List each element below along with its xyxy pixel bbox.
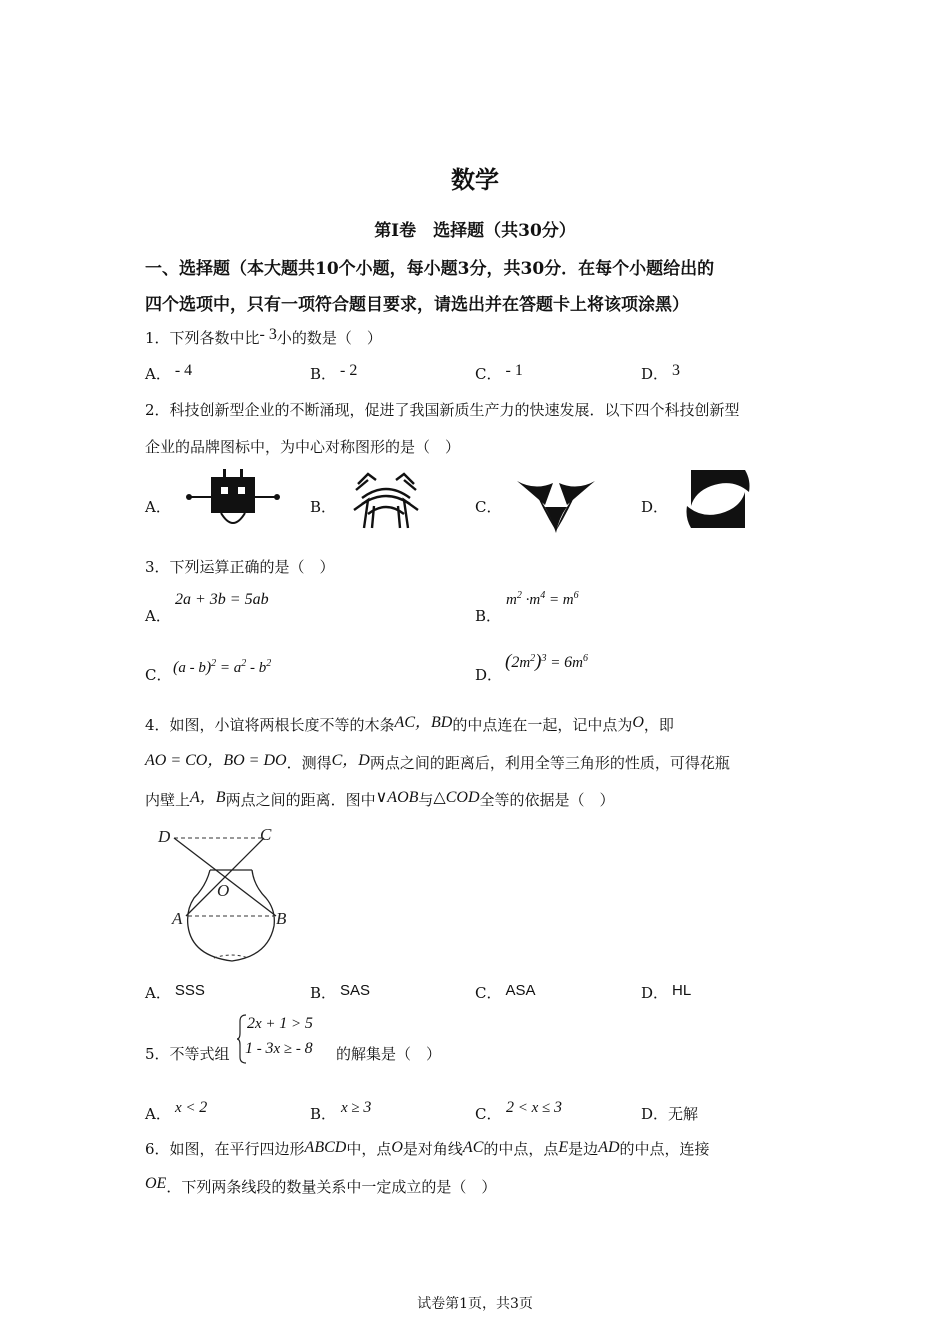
q3-option-d[interactable]: D． [475, 666, 503, 684]
q5-option-c[interactable]: C． [475, 1105, 502, 1123]
point-label-a: A [172, 909, 183, 928]
page-footer: 试卷第1页，共3页 [417, 1296, 533, 1312]
q4-option-a[interactable]: A． SSS [145, 982, 205, 1002]
robot-logo-icon [185, 467, 281, 533]
q1-option-a[interactable]: A． - 4 [145, 362, 193, 383]
point-label-o: O [217, 881, 230, 900]
wave-logo-icon [683, 466, 753, 532]
q5-option-d[interactable]: D．无解 [641, 1105, 699, 1123]
q1-stem: 1．下列各数中比- 3小的数是（ ） [145, 326, 382, 347]
q3-option-a[interactable]: A． [145, 607, 171, 625]
q5-option-c-expr: 2 < x ≤ 3 [506, 1099, 563, 1116]
q3-option-c-expr: $(a - b)^2 = a^2 - b^2$ [173, 658, 272, 676]
q3-option-b-expr: $m^2 \cdot m^4 = m^6$ [506, 590, 579, 608]
q4-option-d[interactable]: D． HL [641, 982, 692, 1002]
q1-option-b[interactable]: B． - 2 [310, 362, 358, 383]
q4-option-b[interactable]: B． SAS [310, 982, 371, 1002]
q4-stem-line1: 4．如图，小谊将两根长度不等的木条AC，BD的中点连在一起，记中点为O，即 [145, 714, 674, 734]
crab-logo-icon [348, 470, 424, 532]
q5-stem-a: 5．不等式组 [145, 1045, 230, 1063]
q5-option-a-expr: x < 2 [175, 1099, 208, 1116]
q4-option-c[interactable]: C． ASA [475, 982, 536, 1002]
q4-stem-line2: AO = CO，BO = DO．测得C，D两点之间的距离后，利用全等三角形的性质，可得花瓶 [145, 752, 730, 772]
q2-stem-line1: 2．科技创新型企业的不断涌现，促进了我国新质生产力的快速发展．以下四个科技创新型 [145, 401, 740, 419]
q2-option-d[interactable]: D． [641, 498, 669, 516]
q2-option-b[interactable]: B． [310, 498, 337, 516]
q2-option-a[interactable]: A． [145, 498, 171, 516]
part-heading-line2: 四个选项中，只有一项符合题目要求，请选出并在答题卡上将该项涂黑） [145, 295, 689, 315]
q6-stem-line2: OE．下列两条线段的数量关系中一定成立的是（ ） [145, 1175, 497, 1196]
q3-option-b[interactable]: B． [475, 607, 502, 625]
q1-option-d[interactable]: D． 3 [641, 362, 681, 383]
q3-option-a-expr: 2a + 3b = 5ab [175, 591, 269, 608]
q5-option-b[interactable]: B． [310, 1105, 337, 1123]
point-label-c: C [260, 825, 272, 844]
point-label-b: B [276, 909, 287, 928]
page-title: 数学 [451, 165, 499, 194]
q2-stem-line2: 企业的品牌图标中，为中心对称图形的是（ ） [145, 438, 461, 456]
q3-stem: 3．下列运算正确的是（ ） [145, 558, 335, 576]
q1-option-c[interactable]: C． - 1 [475, 362, 523, 383]
swirl-logo-icon [515, 477, 597, 533]
q5-option-a[interactable]: A． [145, 1105, 171, 1123]
q4-stem-line3: 内壁上A，B两点之间的距离．图中∨AOB与△COD全等的依据是（ ） [145, 789, 615, 809]
q5-inequality-1: 2x + 1 > 5 [247, 1015, 313, 1032]
q6-stem-line1: 6．如图，在平行四边形ABCD中，点O是对角线AC的中点，点E是边AD的中点，连接 [145, 1139, 710, 1158]
q5-option-b-expr: x ≥ 3 [341, 1099, 372, 1116]
q2-option-c[interactable]: C． [475, 498, 502, 516]
q3-option-d-expr: $(2m^2)^3 = 6m^6$ [505, 651, 588, 672]
vase-figure [150, 820, 300, 970]
part-heading-line1: 一、选择题（本大题共10个小题，每小题3分，共30分．在每个小题给出的 [145, 259, 715, 279]
q3-option-c[interactable]: C． [145, 666, 172, 684]
point-label-d: D [158, 827, 171, 846]
q5-inequality-2: 1 - 3x ≥ - 8 [245, 1040, 313, 1057]
section-heading: 第Ⅰ卷 选择题（共30分） [374, 221, 576, 241]
q5-stem-b: 的解集是（ ） [336, 1045, 442, 1063]
q1-stem-value: - 3 [259, 326, 277, 343]
